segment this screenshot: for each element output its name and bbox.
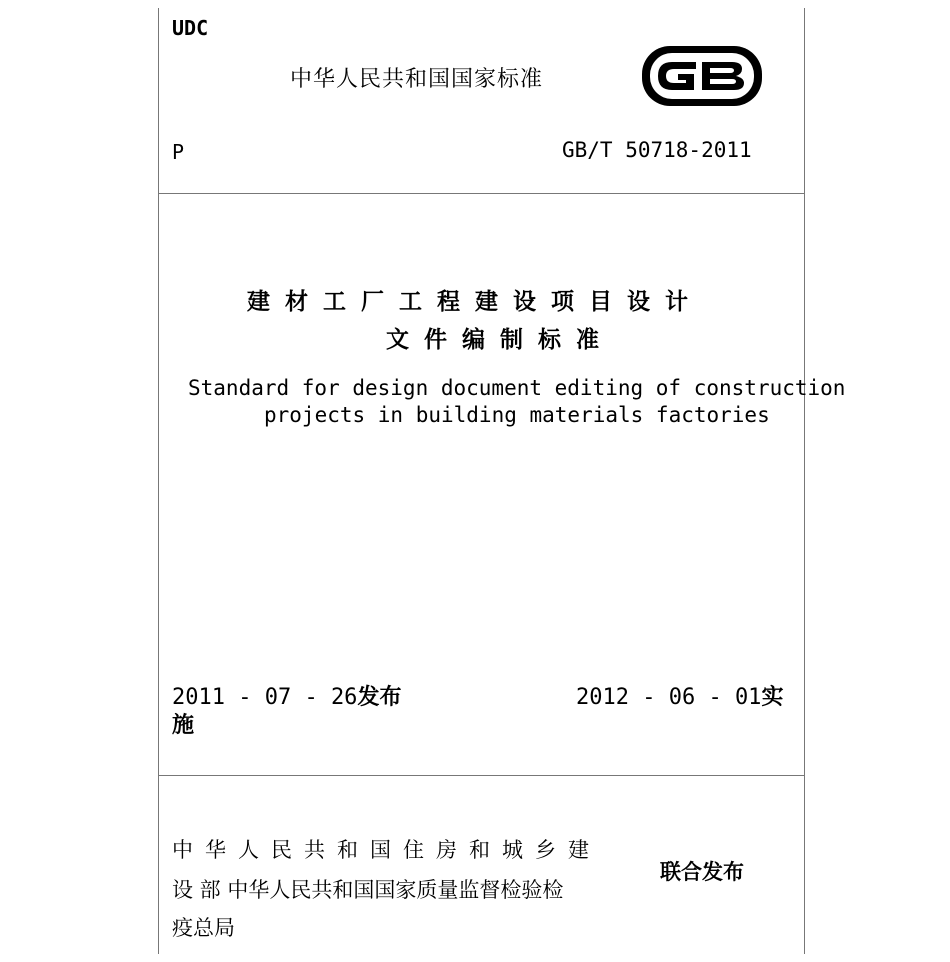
implementation-date xyxy=(576,680,783,711)
issue-label: 发布 xyxy=(357,685,402,710)
issue-date-value: 2011 - 07 - 26 xyxy=(172,685,358,710)
joint-release-label: 联合发布 xyxy=(660,860,744,884)
issue-date xyxy=(172,680,401,711)
issuer-line2: 设 部 中华人民共和国国家质量监督检验检 xyxy=(172,878,564,902)
header-divider xyxy=(158,193,805,194)
title-en-line1: Standard for design document editing of construction xyxy=(188,376,846,400)
national-standard-title: 中华人民共和国国家标准 xyxy=(290,67,544,92)
category-code: P xyxy=(172,140,185,164)
impl-label-part2: 施 xyxy=(172,713,195,738)
title-en-line2: projects in building materials factories xyxy=(264,403,770,427)
dates-divider xyxy=(158,775,805,776)
impl-date-value: 2012 - 06 - 01 xyxy=(576,685,762,710)
title-zh-line2: 文件编制标准 xyxy=(386,327,614,353)
issuer-line3: 疫总局 xyxy=(172,916,235,940)
issuer-line1: 中华人民共和国住房和城乡建 xyxy=(172,838,601,862)
gb-logo xyxy=(638,40,766,112)
left-border xyxy=(158,8,159,954)
udc-label: UDC xyxy=(172,16,209,40)
title-zh-line1: 建材工厂工程建设项目设计 xyxy=(247,289,703,315)
standard-number: GB/T 50718-2011 xyxy=(562,138,752,162)
right-border xyxy=(804,8,805,954)
impl-label-part1: 实 xyxy=(761,685,784,710)
